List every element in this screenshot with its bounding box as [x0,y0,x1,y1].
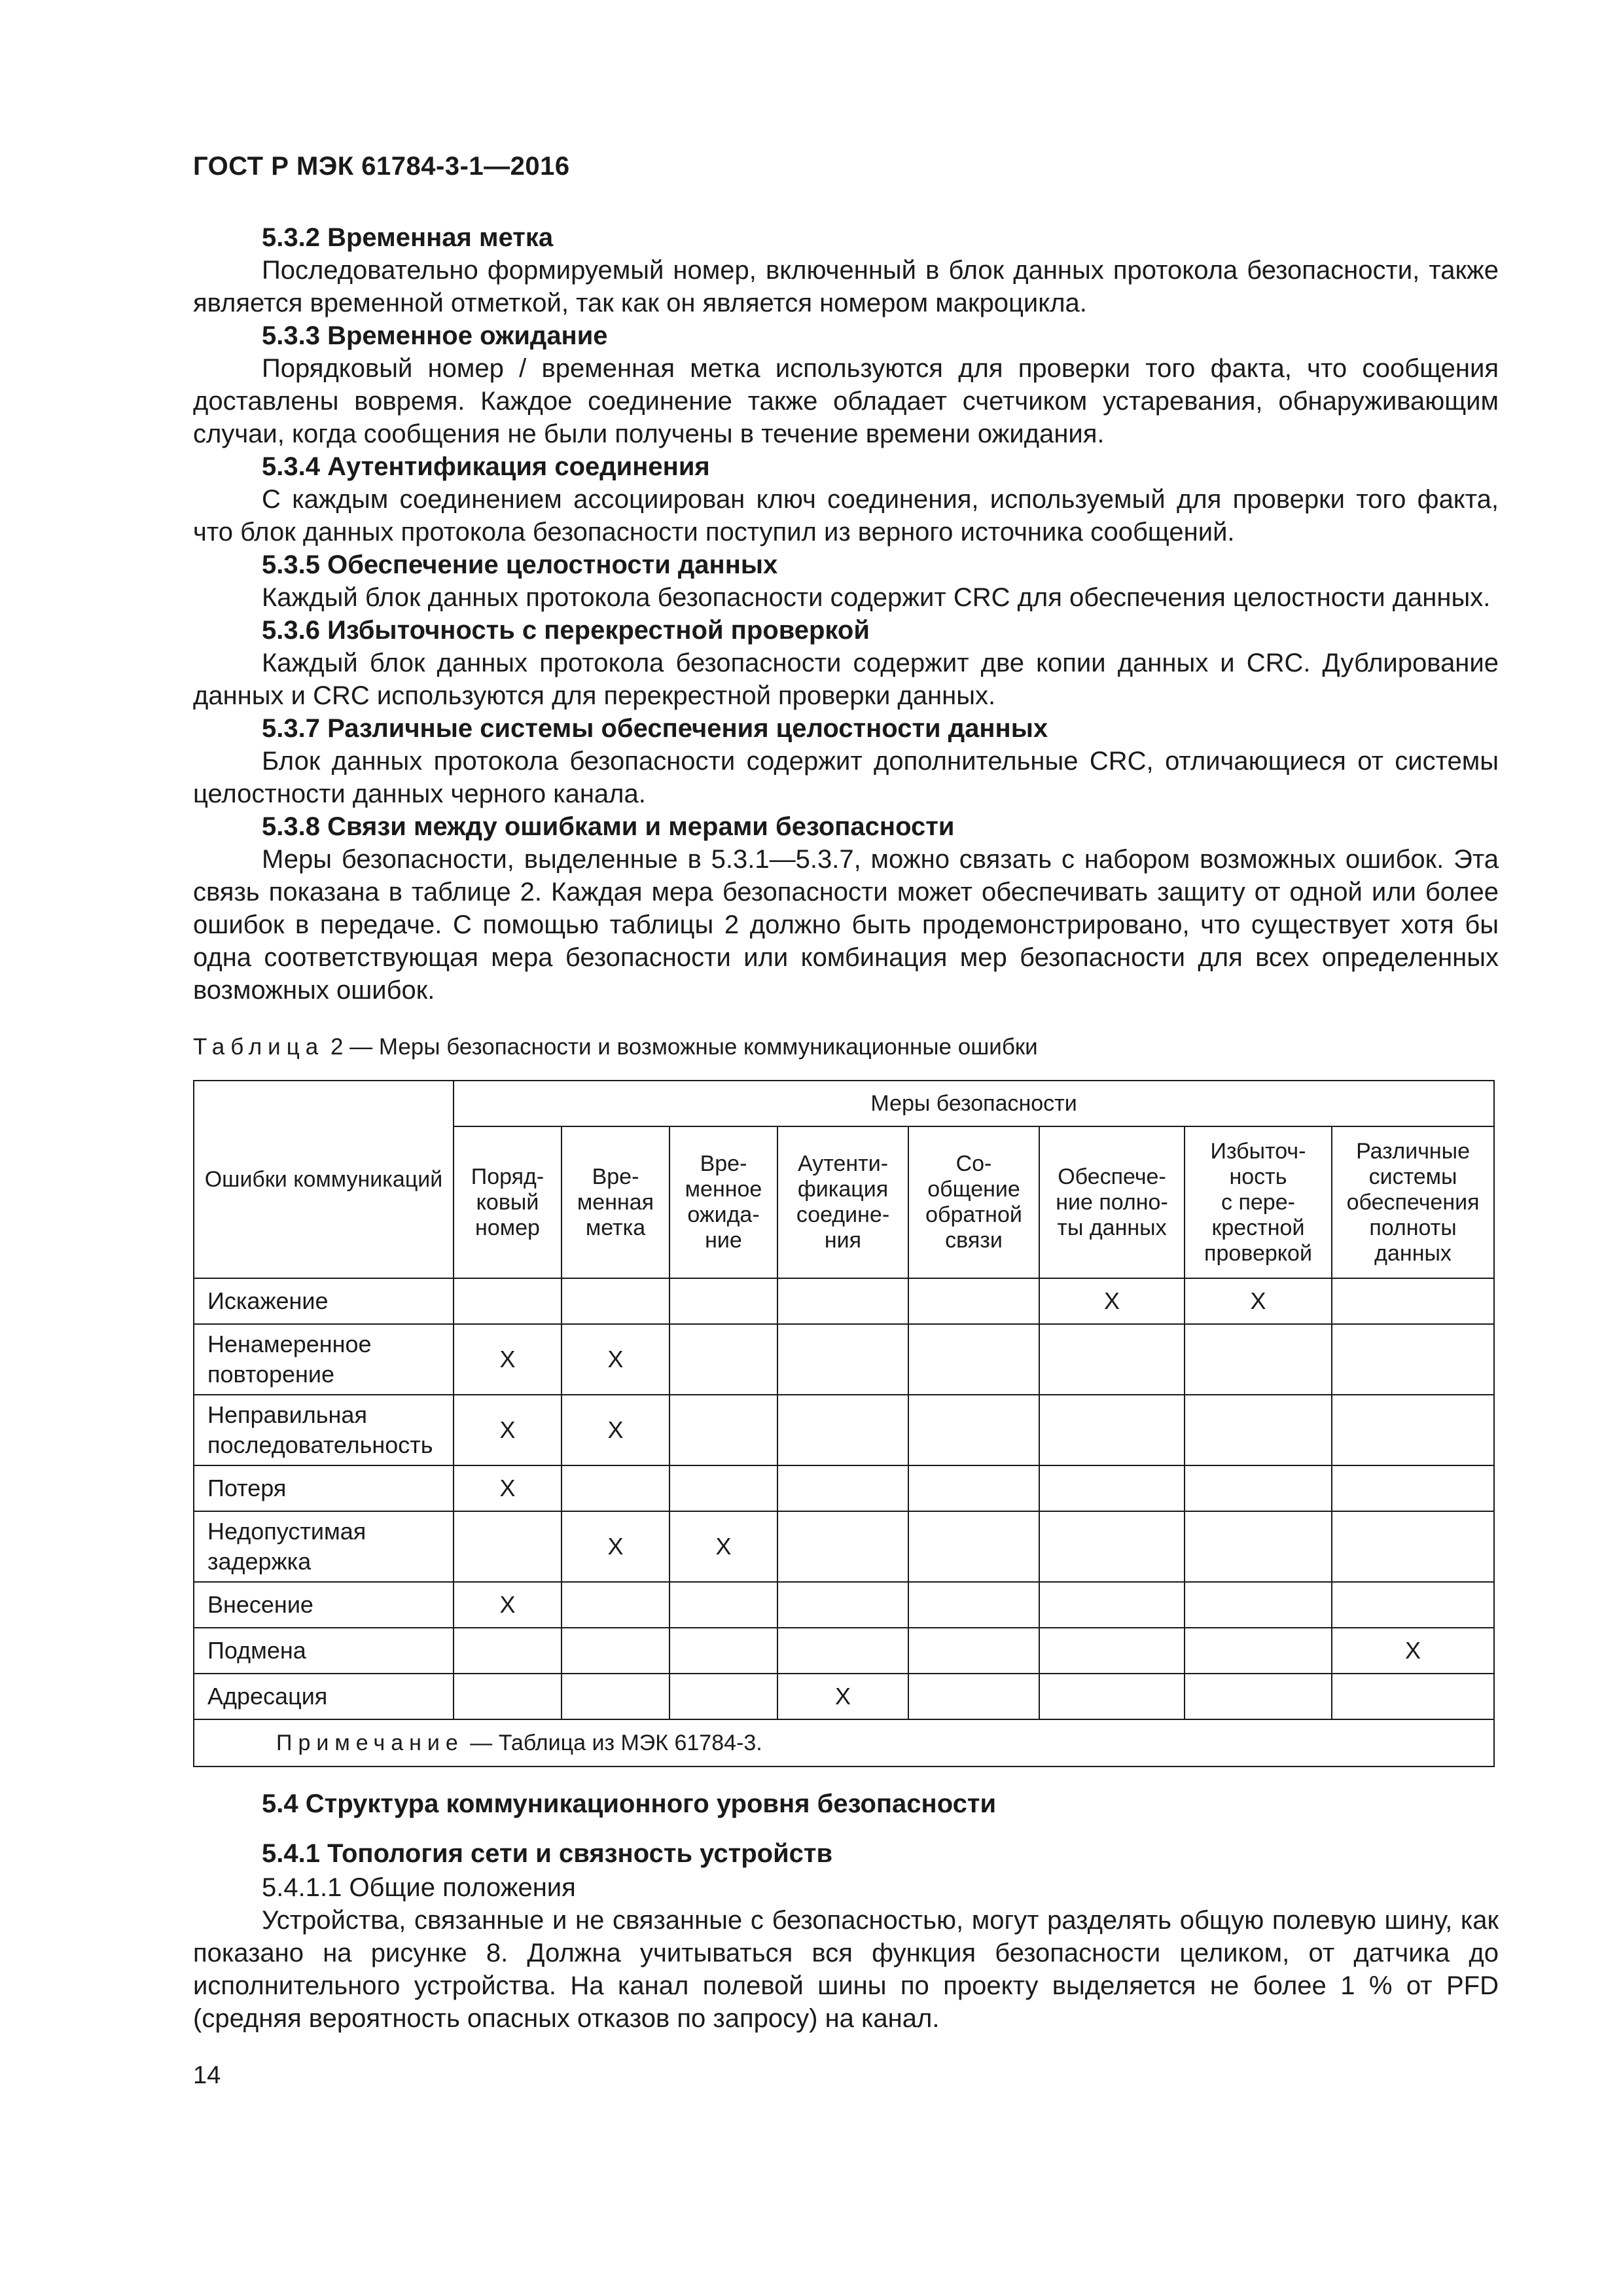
mark-cell [1332,1511,1494,1582]
mark-cell [908,1278,1039,1324]
section-text-5-3-5: Каждый блок данных протокола безопасности содержит CRC для обеспечения целостности данных. [262,583,1491,612]
sections-body [193,221,1499,1007]
row-label: Ненамеренное повторение [194,1324,454,1395]
mark-cell [562,1582,669,1628]
mark-cell [908,1395,1039,1465]
table-row [194,1674,1494,1719]
mark-cell: X [454,1395,562,1465]
note-text: — Таблица из МЭК 61784-3. [463,1730,762,1755]
mark-cell [1185,1582,1332,1628]
mark-cell: X [1039,1278,1185,1324]
document-code-header: ГОСТ Р МЭК 61784-3-1—2016 [193,152,570,181]
row-label: Подмена [194,1628,454,1674]
section-text-5-3-3: Порядковый номер / временная метка используются для проверки того факта, что сообщения доставлены вовремя. Каждое соединение также обладает счетчиком устаревания, обнаруживающим случаи, когда сообщения не были получены в течение времени ожидания. [193,354,1499,448]
mark-cell [562,1674,669,1719]
mark-cell: X [454,1582,562,1628]
table-row [194,1324,1494,1395]
mark-cell [908,1674,1039,1719]
table-row [194,1511,1494,1582]
mark-cell [1332,1395,1494,1465]
mark-cell [1185,1628,1332,1674]
mark-cell [669,1628,777,1674]
mark-cell [777,1628,908,1674]
row-header-cell: Ошибки коммуникаций [194,1081,454,1278]
row-label: Потеря [194,1465,454,1511]
mark-cell: X [454,1465,562,1511]
mark-cell [908,1582,1039,1628]
mark-cell [1039,1324,1185,1395]
mark-cell [562,1465,669,1511]
mark-cell [562,1628,669,1674]
row-label: Неправильная последовательность [194,1395,454,1465]
mark-cell [1332,1324,1494,1395]
table-row [194,1465,1494,1511]
mark-cell [908,1511,1039,1582]
mark-cell [1185,1324,1332,1395]
mark-cell [1332,1278,1494,1324]
mark-cell [669,1582,777,1628]
column-header-3: Вре- менное ожида- ние [669,1126,777,1278]
mark-cell [669,1324,777,1395]
section-text-5-3-8: Меры безопасности, выделенные в 5.3.1—5.3.7, можно связать с набором возможных ошибок. Эта связь показана в таблице 2. Каждая мера безопасности может обеспечивать защиту от одной или более ошибок в передаче. С помощью таблицы 2 должно быть продемонстрировано, что существует хотя бы одна соответствующая мера безопасности или комбинация мер безопасности для всех определенных возможных ошибок. [193,845,1499,1005]
mark-cell: X [562,1511,669,1582]
section-title-5-3-3: 5.3.3 Временное ожидание [262,321,608,350]
mark-cell [454,1628,562,1674]
row-label: Искажение [194,1278,454,1324]
section-text-5-3-7: Блок данных протокола безопасности содержит дополнительные CRC, отличающиеся от системы целостности данных черного канала. [193,747,1499,808]
section-title-5-3-4: 5.3.4 Аутентификация соединения [262,452,710,481]
section-title-5-4: 5.4 Структура коммуникационного уровня безопасности [262,1789,997,1818]
mark-cell [908,1324,1039,1395]
mark-cell [1039,1582,1185,1628]
mark-cell [908,1628,1039,1674]
mark-cell [1039,1465,1185,1511]
mark-cell [777,1278,908,1324]
section-5-4-1-1-body [193,1871,1499,2035]
column-header-4: Аутенти- фикация соедине- ния [777,1126,908,1278]
mark-cell [1185,1674,1332,1719]
mark-cell [777,1582,908,1628]
row-label: Адресация [194,1674,454,1719]
mark-cell [777,1465,908,1511]
section-text-5-3-4: С каждым соединением ассоциирован ключ соединения, используемый для проверки того факта, что блок данных протокола безопасности поступил из верного источника сообщений. [193,485,1499,547]
mark-cell [562,1278,669,1324]
mark-cell [777,1324,908,1395]
mark-cell [777,1511,908,1582]
mark-cell [1332,1465,1494,1511]
group-header-cell: Меры безопасности [454,1081,1494,1126]
section-title-5-3-7: 5.3.7 Различные системы обеспечения целостности данных [262,714,1048,743]
mark-cell [777,1395,908,1465]
mark-cell [1039,1674,1185,1719]
mark-cell [908,1465,1039,1511]
mark-cell: X [454,1324,562,1395]
mark-cell [1039,1511,1185,1582]
section-title-5-4-1: 5.4.1 Топология сети и связность устройств [262,1839,833,1868]
mark-cell [669,1674,777,1719]
column-header-8: Различные системы обеспечения полноты данных [1332,1126,1494,1278]
mark-cell: X [777,1674,908,1719]
mark-cell [1185,1465,1332,1511]
table-note-row [194,1719,1494,1767]
table-caption-text: 2 — Меры безопасности и возможные коммуникационные ошибки [330,1034,1038,1060]
mark-cell [1039,1395,1185,1465]
mark-cell [669,1395,777,1465]
note-prefix: Примечание [276,1730,464,1755]
table-row [194,1628,1494,1674]
section-title-5-3-8: 5.3.8 Связи между ошибками и мерами безопасности [262,812,955,841]
column-header-2: Вре- менная метка [562,1126,669,1278]
row-label: Внесение [194,1582,454,1628]
column-header-1: Поряд- ковый номер [454,1126,562,1278]
mark-cell [669,1465,777,1511]
section-text-5-4-1-1: Устройства, связанные и не связанные с безопасностью, могут разделять общую полевую шину, как показано на рисунке 8. Должна учитываться вся функция безопасности целиком, от датчика до исполнительного устройства. На канал полевой шины по проекту выделяется не более 1 % от PFD (средняя вероятность опасных отказов по запросу) на канал. [193,1906,1499,2033]
table-row [194,1278,1494,1324]
mark-cell [1332,1582,1494,1628]
mark-cell: X [562,1324,669,1395]
mark-cell [1039,1628,1185,1674]
table-caption-prefix: Таблица [193,1034,325,1060]
mark-cell [454,1511,562,1582]
table-row [194,1582,1494,1628]
mark-cell [669,1278,777,1324]
mark-cell [454,1278,562,1324]
mark-cell: X [562,1395,669,1465]
section-title-5-3-2: 5.3.2 Временная метка [262,223,554,252]
mark-cell: X [1332,1628,1494,1674]
section-title-5-3-5: 5.3.5 Обеспечение целостности данных [262,550,778,579]
row-label: Недопустимая задержка [194,1511,454,1582]
mark-cell [1185,1511,1332,1582]
column-header-5: Со- общение обратной связи [908,1126,1039,1278]
mark-cell [1185,1395,1332,1465]
page-number: 14 [193,2062,221,2089]
table-note [194,1719,1494,1767]
section-text-5-3-6: Каждый блок данных протокола безопасности содержит две копии данных и CRC. Дублирование данных и CRC используются для перекрестной проверки данных. [193,649,1499,710]
column-header-6: Обеспече- ние полно- ты данных [1039,1126,1185,1278]
mark-cell [454,1674,562,1719]
table-row [194,1395,1494,1465]
column-header-7: Избыточ- ность с пере- крестной проверкой [1185,1126,1332,1278]
mark-cell [1332,1674,1494,1719]
section-title-5-4-1-1: 5.4.1.1 Общие положения [262,1873,576,1902]
section-title-5-3-6: 5.3.6 Избыточность с перекрестной проверкой [262,616,870,645]
safety-measures-table [193,1080,1495,1767]
mark-cell: X [1185,1278,1332,1324]
section-text-5-3-2: Последовательно формируемый номер, включенный в блок данных протокола безопасности, также является временной отметкой, так как он является номером макроцикла. [193,256,1499,317]
mark-cell: X [669,1511,777,1582]
table-caption [193,1034,1038,1060]
